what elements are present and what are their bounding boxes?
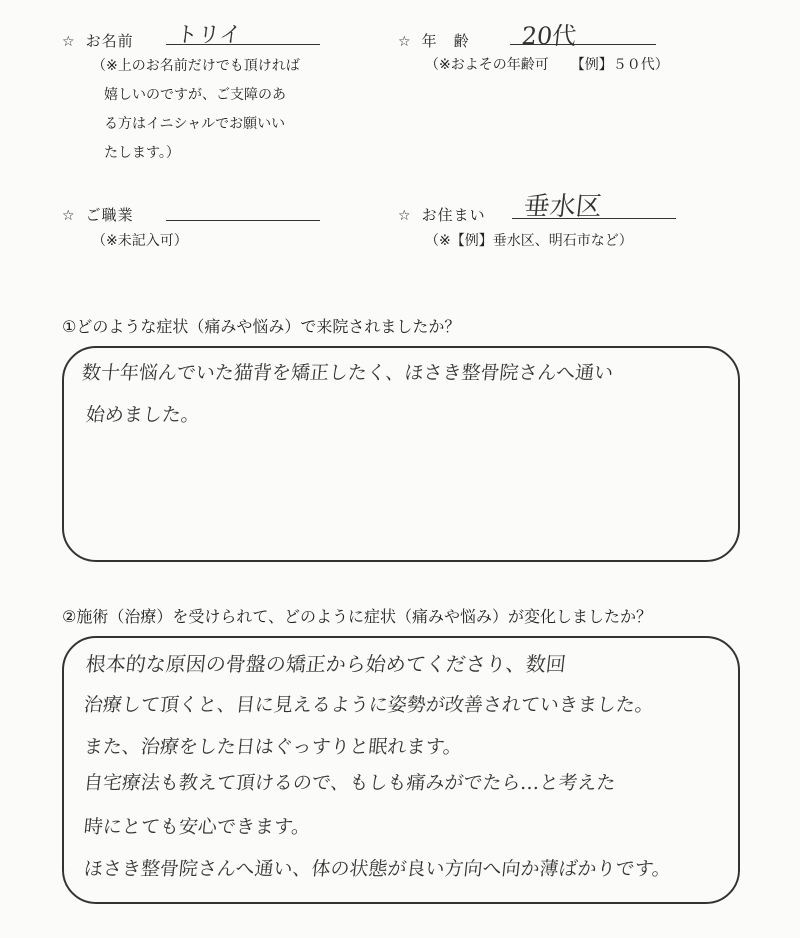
job-label-row <box>62 204 134 225</box>
address-label: お住まい <box>421 206 486 224</box>
answer-2-line-4: 自宅療法も教えて頂けるので、もしも痛みがでたら…と考えた <box>82 772 617 794</box>
star-icon: ☆ <box>62 208 76 224</box>
answer-2-line-5: 時にとても安心できます。 <box>82 816 312 838</box>
age-value: 20代 <box>520 22 578 50</box>
age-note-example: 【例】５０代） <box>570 57 669 73</box>
age-label-row <box>398 30 470 51</box>
star-icon: ☆ <box>398 208 412 224</box>
name-note-line-3: る方はイニシャルでお願いい <box>104 116 286 132</box>
job-underline <box>166 220 320 221</box>
address-note: （※【例】垂水区、明石市など） <box>425 233 633 249</box>
name-value: トリイ <box>174 23 243 48</box>
age-label: 年 齢 <box>421 32 470 50</box>
answer-1-line-2: 始めました。 <box>84 404 202 426</box>
question-1: ①どのような症状（痛みや悩み）で来院されましたか？ <box>62 317 461 336</box>
job-label: ご職業 <box>85 206 134 224</box>
name-note-line-2: 嬉しいのですが、ご支障のあ <box>104 87 286 103</box>
answer-2-line-3: また、治療をした日はぐっすりと眠れます。 <box>82 736 464 758</box>
name-note-line-4: たします。） <box>104 145 180 161</box>
address-underline <box>512 218 676 219</box>
age-underline <box>510 44 656 45</box>
question-2: ②施術（治療）を受けられて、どのように症状（痛みや悩み）が変化しましたか？ <box>62 607 653 626</box>
name-note-line-1: （※上のお名前だけでも頂ければ <box>92 58 300 74</box>
name-underline <box>166 44 320 45</box>
answer-2-line-2: 治療して頂くと、目に見えるように姿勢が改善されていきました。 <box>82 694 656 716</box>
name-label: お名前 <box>85 32 134 50</box>
address-value: 垂水区 <box>522 192 604 222</box>
job-note: （※未記入可） <box>92 233 188 249</box>
star-icon: ☆ <box>398 34 412 50</box>
age-note-prefix: （※およその年齢可 <box>425 57 549 73</box>
answer-1-line-1: 数十年悩んでいた猫背を矯正したく、ほさき整骨院さんへ通い <box>80 362 615 384</box>
name-note <box>92 52 300 168</box>
age-note <box>425 54 669 74</box>
address-label-row <box>398 204 486 225</box>
name-label-row <box>62 30 134 51</box>
star-icon: ☆ <box>62 34 76 50</box>
answer-2-line-6: ほさき整骨院さんへ通い、体の状態が良い方向へ向か薄ばかりです。 <box>82 858 673 880</box>
answer-2-line-1: 根本的な原因の骨盤の矯正から始めてくださり、数回 <box>84 652 568 676</box>
